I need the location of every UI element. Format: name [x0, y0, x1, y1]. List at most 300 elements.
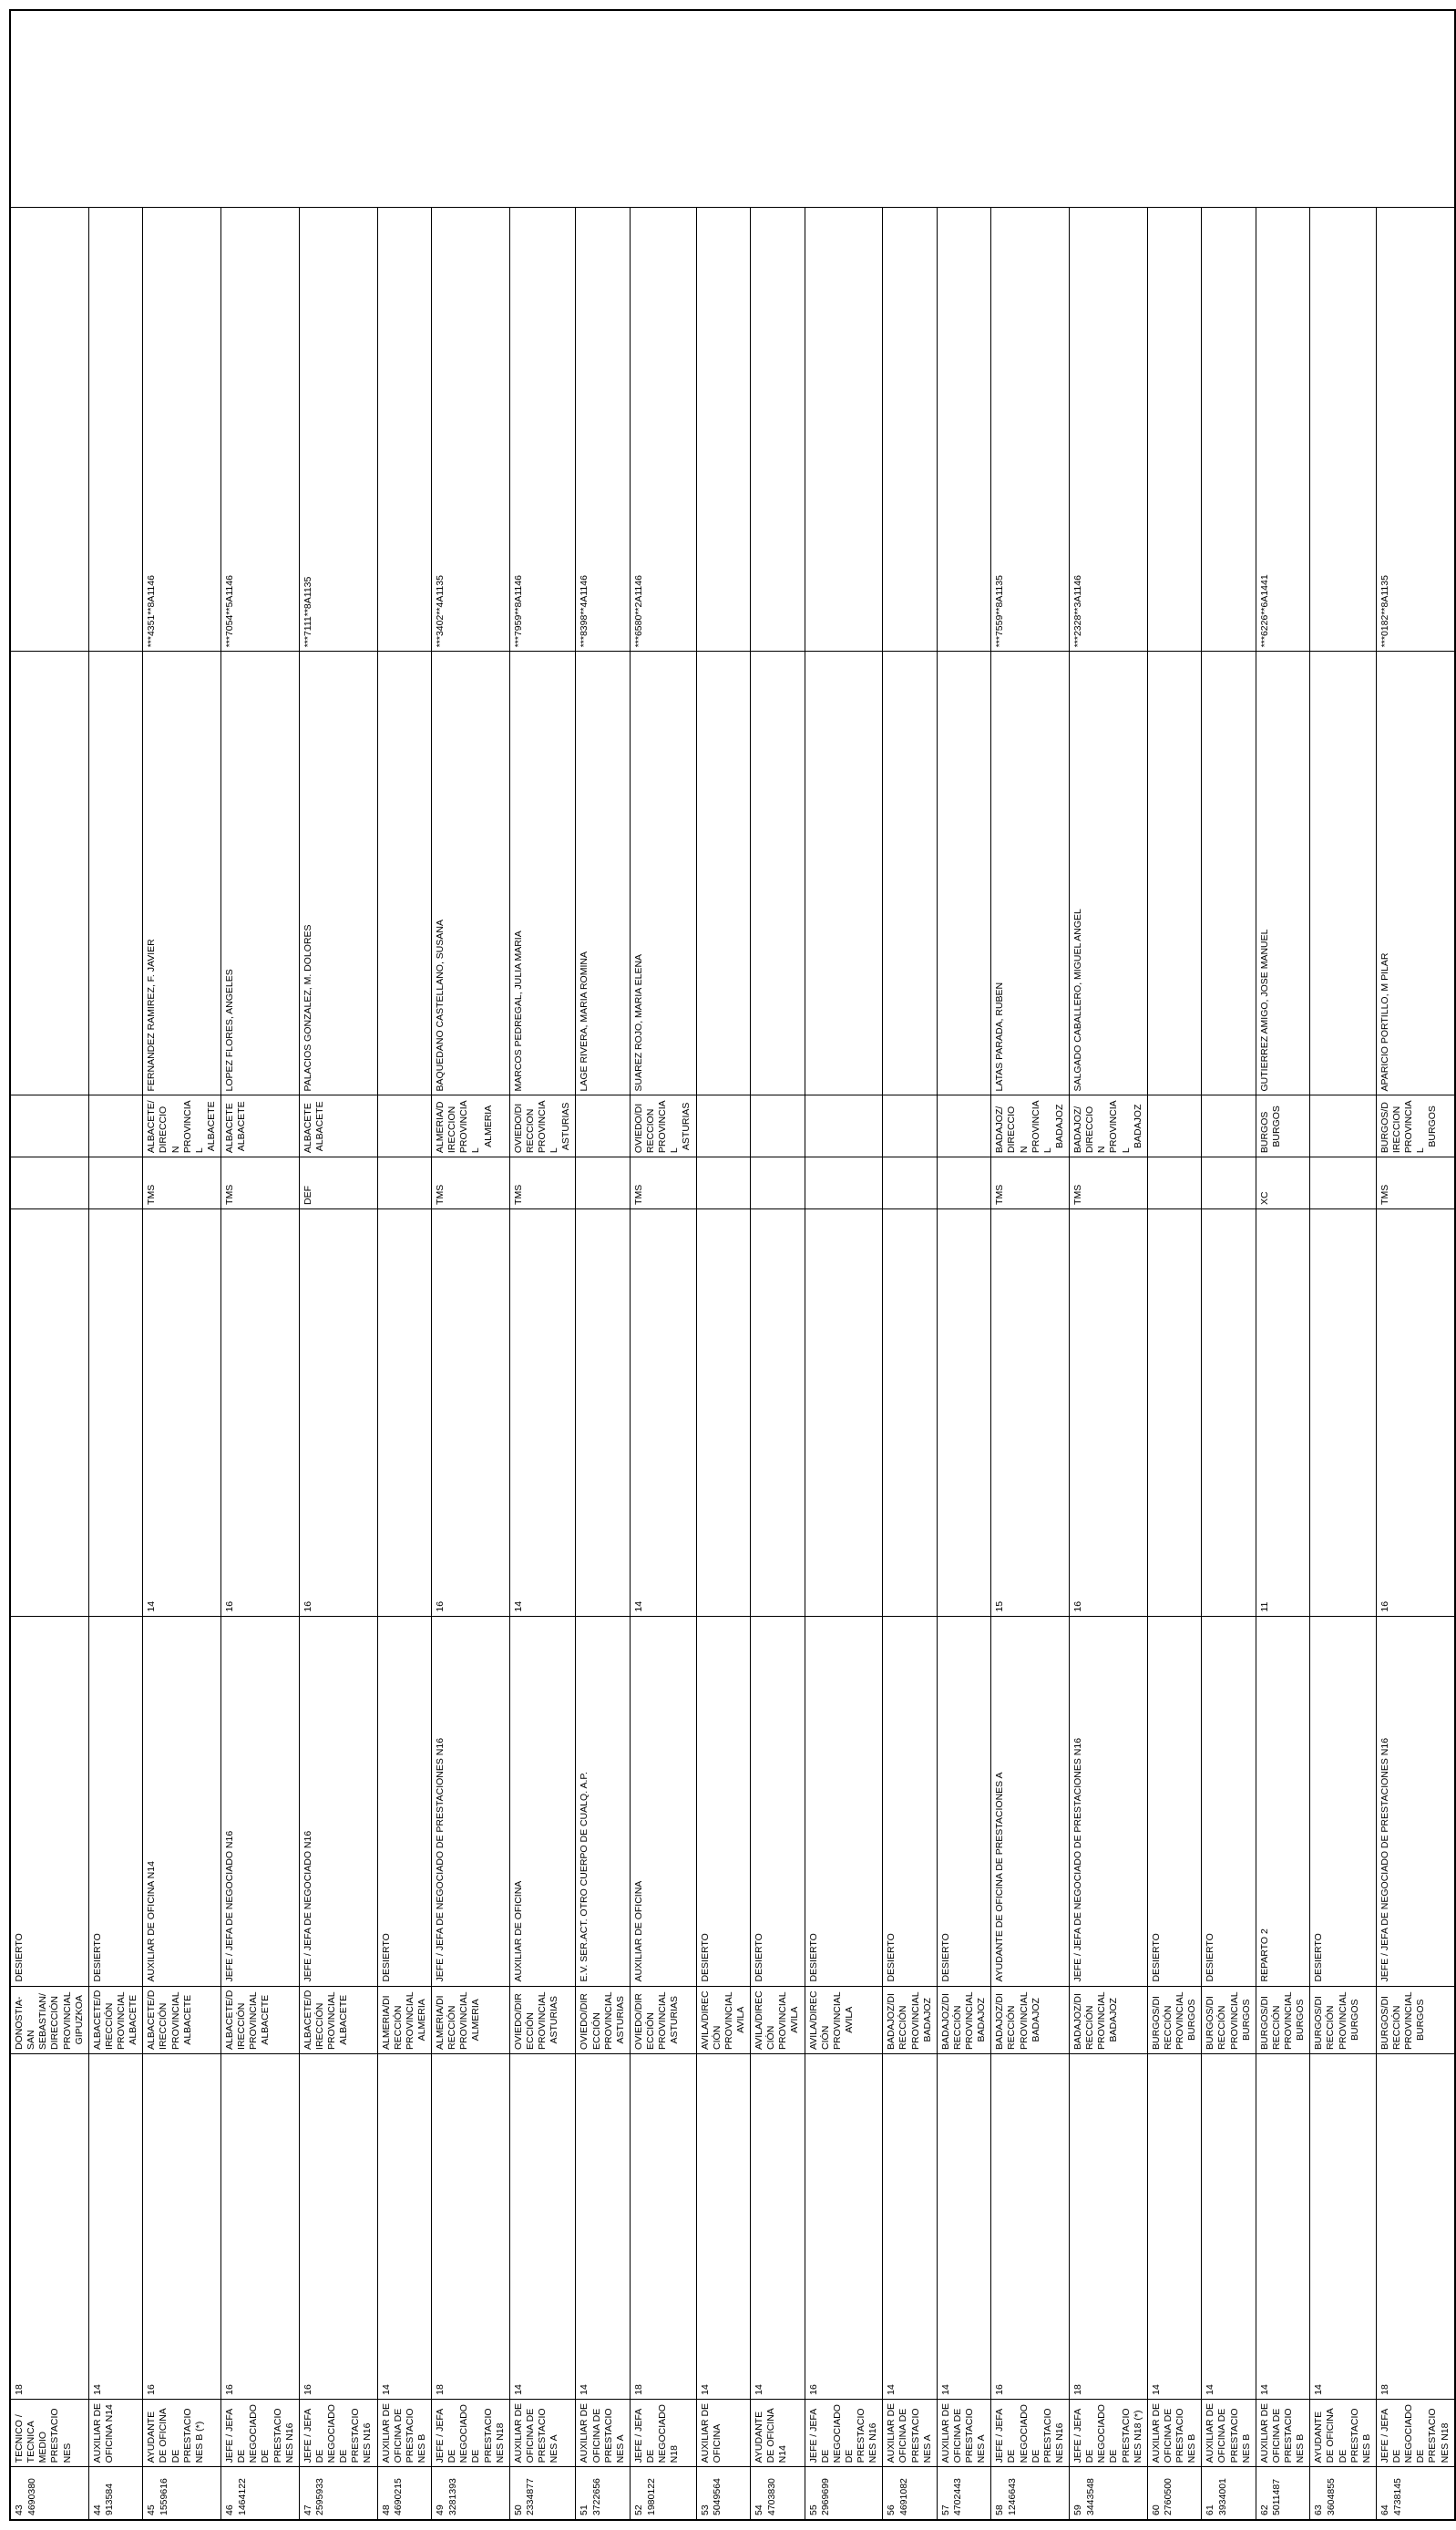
- name-cell: [432, 652, 510, 1095]
- destination-province: BADAJOZ: [1030, 1998, 1041, 2042]
- position-title: JEFE / JEFA DE NEGOCIADO DE PRESTACIONES N18: [1379, 2404, 1451, 2463]
- name-cell: [630, 652, 696, 1095]
- name-cell: [1376, 652, 1454, 1095]
- origin-cell: [221, 1095, 300, 1157]
- awarded-level: 15: [994, 1600, 1006, 1612]
- awarded-position-cell: [377, 1616, 432, 1986]
- destination-province: ALBACETE: [181, 1994, 193, 2045]
- origin-cell: [143, 1095, 221, 1157]
- destination-cell: [221, 1986, 300, 2053]
- position-cell: [221, 2399, 300, 2466]
- appointment-type: TMS: [994, 1184, 1006, 1205]
- position-level: 16: [302, 2384, 313, 2395]
- destination-cell: [805, 1986, 883, 2053]
- destination-province: AVILA: [843, 2006, 855, 2033]
- awarded-position: JEFE / JEFA DE NEGOCIADO DE PRESTACIONES N16: [1072, 1737, 1083, 1982]
- destination-province: BURGOS: [1186, 1999, 1198, 2041]
- order-number: 48: [380, 2504, 392, 2515]
- destination-province: ASTURIAS: [669, 1996, 681, 2044]
- destination-unit: OVIEDO/DIRECCIÓN PROVINCIAL: [579, 1991, 614, 2050]
- appointment-type: TMS: [146, 1184, 158, 1205]
- origin-cell: [88, 1095, 143, 1157]
- type-cell: [751, 1157, 805, 1209]
- level-cell: [88, 2053, 143, 2399]
- position-cell: [10, 2399, 88, 2466]
- level-cell: [1310, 2053, 1377, 2399]
- destination-province: ALBACETE: [338, 1994, 350, 2045]
- position-title: AYUDANTE DE OFICINA DE PRESTACIONES B (*): [146, 2408, 205, 2463]
- position-code: 4690380: [26, 2478, 37, 2515]
- position-cell: [1256, 2399, 1310, 2466]
- awarded-level-cell: [377, 1208, 432, 1616]
- name-cell: [991, 652, 1070, 1095]
- order-number: 55: [807, 2504, 819, 2515]
- position-title: AYUDANTE DE OFICINA DE PRESTACIONES B: [1313, 2408, 1372, 2463]
- destination-cell: [432, 1986, 510, 2053]
- awarded-level-cell: [805, 1208, 883, 1616]
- awarded-level-cell: [1147, 1208, 1202, 1616]
- position-cell: [696, 2399, 751, 2466]
- awarded-level: 14: [512, 1600, 524, 1612]
- awarded-position-cell: [937, 1616, 991, 1986]
- destination-unit: BADAJOZ/DIRECCIÓN PROVINCIAL: [994, 1991, 1030, 2050]
- origin-cell: [805, 1095, 883, 1157]
- id-cell: [696, 208, 751, 652]
- awarded-position-cell: [10, 1616, 88, 1986]
- table-row: [991, 10, 1070, 2520]
- level-cell: [10, 2053, 88, 2399]
- employee-id: ***7559**8A1135: [994, 575, 1006, 648]
- destination-province: ASTURIAS: [614, 1996, 626, 2044]
- destination-province: ALBACETE: [260, 1994, 272, 2045]
- destination-unit: BURGOS/DIRECCIÓN PROVINCIAL: [1258, 1991, 1294, 2050]
- position-title: JEFE / JEFA DE NEGOCIADO DE PRESTACIONES N16: [807, 2404, 879, 2463]
- awarded-level-cell: [10, 1208, 88, 1616]
- destination-unit: AVILA/DIRECCIÓN PROVINCIAL: [807, 1990, 843, 2050]
- order-cell: [1070, 2467, 1148, 2520]
- awarded-position: DESIERTO: [939, 1933, 951, 1982]
- destination-unit: ALBACETE/DIRECCIÓN PROVINCIAL: [91, 1990, 127, 2050]
- awarded-level-cell: [576, 1208, 631, 1616]
- order-cell: [696, 2467, 751, 2520]
- awarded-position: JEFE / JEFA DE NEGOCIADO N16: [302, 1830, 313, 1982]
- position-cell: [937, 2399, 991, 2466]
- origin-cell: [1376, 1095, 1454, 1157]
- id-cell: [432, 208, 510, 652]
- position-cell: [1310, 2399, 1377, 2466]
- employee-name: LOPEZ FLORES, ANGELES: [224, 969, 235, 1092]
- order-cell: [751, 2467, 805, 2520]
- origin-unit: BADAJOZ/DIRECCION PROVINCIAL: [994, 1100, 1053, 1154]
- id-cell: [1376, 208, 1454, 652]
- origin-cell: [991, 1095, 1070, 1157]
- destination-cell: [377, 1986, 432, 2053]
- destination-unit: DONOSTIA-SAN SEBASTIAN/DIRECCIÓN PROVINCIAL: [14, 1991, 73, 2050]
- position-code: 3604855: [1325, 2478, 1337, 2515]
- level-cell: [576, 2053, 631, 2399]
- level-cell: [805, 2053, 883, 2399]
- level-cell: [509, 2053, 576, 2399]
- order-cell: [1256, 2467, 1310, 2520]
- position-title: JEFE / JEFA DE NEGOCIADO DE PRESTACIONES N18: [435, 2404, 506, 2463]
- employee-id: ***4351**8A1146: [146, 575, 158, 648]
- destination-unit: BURGOS/DIRECCIÓN PROVINCIAL: [1205, 1991, 1240, 2050]
- origin-unit: BURGOS: [1258, 1111, 1270, 1154]
- awarded-level: 14: [146, 1600, 158, 1612]
- type-cell: [1376, 1157, 1454, 1209]
- employee-name: BAQUEDANO CASTELLANO, SUSANA: [435, 920, 446, 1092]
- name-cell: [883, 652, 938, 1095]
- position-level: 14: [699, 2384, 711, 2395]
- employee-id: ***2328**3A1146: [1072, 575, 1083, 648]
- order-cell: [576, 2467, 631, 2520]
- destination-cell: [630, 1986, 696, 2053]
- id-cell: [143, 208, 221, 652]
- position-cell: [377, 2399, 432, 2466]
- name-cell: [1070, 652, 1148, 1095]
- origin-province: BURGOS: [1427, 1106, 1439, 1147]
- awarded-position-cell: [1147, 1616, 1202, 1986]
- order-number: 58: [994, 2504, 1006, 2515]
- table-row: [509, 10, 576, 2520]
- awarded-position: DESIERTO: [886, 1933, 897, 1982]
- position-level: 14: [754, 2384, 764, 2395]
- awarded-position-cell: [1070, 1616, 1148, 1986]
- position-level: 18: [1379, 2384, 1390, 2395]
- order-cell: [10, 2467, 88, 2520]
- order-cell: [1376, 2467, 1454, 2520]
- destination-unit: BADAJOZ/DIRECCIÓN PROVINCIAL: [1072, 1991, 1108, 2050]
- awarded-position-cell: [299, 1616, 377, 1986]
- destination-cell: [10, 1986, 88, 2053]
- position-title: AUXILIAR DE OFICINA DE PRESTACIONES A: [886, 2402, 933, 2463]
- order-number: 54: [754, 2504, 764, 2515]
- awarded-position-cell: [432, 1616, 510, 1986]
- awarded-position: AUXILIAR DE OFICINA: [632, 1880, 644, 1982]
- level-cell: [1147, 2053, 1202, 2399]
- id-cell: [221, 208, 300, 652]
- order-cell: [1310, 2467, 1377, 2520]
- origin-unit: BURGOS/DIRECCION PROVINCIAL: [1379, 1100, 1427, 1154]
- order-cell: [805, 2467, 883, 2520]
- level-cell: [432, 2053, 510, 2399]
- name-cell: [1202, 652, 1256, 1095]
- destination-cell: [1376, 1986, 1454, 2053]
- order-cell: [221, 2467, 300, 2520]
- origin-province: BADAJOZ: [1053, 1104, 1065, 1149]
- destination-unit: BADAJOZ/DIRECCIÓN PROVINCIAL: [939, 1991, 975, 2050]
- name-cell: [751, 652, 805, 1095]
- awarded-position-cell: [805, 1616, 883, 1986]
- position-code: 2334877: [525, 2478, 537, 2515]
- name-cell: [805, 652, 883, 1095]
- appointment-type: DEF: [302, 1185, 313, 1205]
- awarded-position: DESIERTO: [699, 1933, 711, 1982]
- appointment-type: TMS: [1379, 1184, 1390, 1205]
- destination-province: ASTURIAS: [549, 1996, 560, 2044]
- name-cell: [299, 652, 377, 1095]
- order-number: 45: [146, 2504, 158, 2515]
- origin-province: ALMERIA: [482, 1105, 494, 1147]
- level-cell: [143, 2053, 221, 2399]
- position-code: 4691082: [897, 2478, 909, 2515]
- name-cell: [10, 652, 88, 1095]
- awarded-level-cell: [1202, 1208, 1256, 1616]
- type-cell: [991, 1157, 1070, 1209]
- table-body: [10, 10, 1455, 2520]
- awarded-position: DESIERTO: [754, 1933, 764, 1982]
- order-number: 50: [512, 2504, 524, 2515]
- origin-cell: [576, 1095, 631, 1157]
- position-title: AYUDANTE DE OFICINA N14: [754, 2408, 789, 2463]
- position-level: 14: [939, 2384, 951, 2395]
- destination-province: BADAJOZ: [976, 1998, 988, 2042]
- type-cell: [1310, 1157, 1377, 1209]
- awarded-level-cell: [751, 1208, 805, 1616]
- table-row: [10, 10, 88, 2520]
- destination-province: ALMERIA: [470, 1999, 482, 2041]
- destination-cell: [1202, 1986, 1256, 2053]
- position-code: 2760500: [1163, 2478, 1174, 2515]
- destination-province: BURGOS: [1295, 1999, 1307, 2041]
- position-title: AUXILIAR DE OFICINA N14: [91, 2402, 115, 2463]
- type-cell: [630, 1157, 696, 1209]
- order-cell: [1147, 2467, 1202, 2520]
- employee-id: ***0182**8A1135: [1379, 575, 1390, 648]
- origin-province: ALBACETE: [205, 1101, 217, 1152]
- position-title: AUXILIAR DE OFICINA DE PRESTACIONES B: [1258, 2402, 1307, 2463]
- name-cell: [509, 652, 576, 1095]
- origin-province: ALBACETE: [313, 1101, 325, 1152]
- name-cell: [1147, 652, 1202, 1095]
- destination-cell: [696, 1986, 751, 2053]
- awarded-position: DESIERTO: [1313, 1933, 1325, 1982]
- awarded-position-cell: [630, 1616, 696, 1986]
- destination-cell: [883, 1986, 938, 2053]
- destination-cell: [937, 1986, 991, 2053]
- id-cell: [751, 208, 805, 652]
- origin-cell: [1256, 1095, 1310, 1157]
- position-level: 18: [1072, 2384, 1083, 2395]
- position-code: 4690215: [393, 2478, 405, 2515]
- destination-unit: ALMERIA/DIRECCIÓN PROVINCIAL: [380, 1991, 415, 2050]
- employee-id: ***7054**5A1146: [224, 575, 235, 648]
- position-cell: [143, 2399, 221, 2466]
- type-cell: [1256, 1157, 1310, 1209]
- name-cell: [937, 652, 991, 1095]
- order-cell: [299, 2467, 377, 2520]
- destination-cell: [88, 1986, 143, 2053]
- destination-unit: AVILA/DIRECCIÓN PROVINCIAL: [699, 1990, 734, 2050]
- awarded-level-cell: [1376, 1208, 1454, 1616]
- awarded-position-cell: [1256, 1616, 1310, 1986]
- destination-province: BURGOS: [1240, 1999, 1252, 2041]
- awarded-position: DESIERTO: [14, 1933, 25, 1982]
- awarded-level-cell: [1310, 1208, 1377, 1616]
- id-cell: [937, 208, 991, 652]
- employee-name: FERNANDEZ RAMIREZ, F. JAVIER: [146, 939, 158, 1092]
- position-level: 18: [14, 2384, 25, 2395]
- origin-cell: [696, 1095, 751, 1157]
- awarded-level-cell: [88, 1208, 143, 1616]
- position-code: 1559616: [158, 2478, 169, 2515]
- awarded-position-cell: [1376, 1616, 1454, 1986]
- position-cell: [883, 2399, 938, 2466]
- awarded-level: 16: [435, 1600, 446, 1612]
- employee-name: LATAS PARADA, RUBEN: [994, 982, 1006, 1092]
- order-number: 56: [886, 2504, 897, 2515]
- order-number: 52: [632, 2504, 644, 2515]
- table-row: [1147, 10, 1202, 2520]
- destination-province: ALBACETE: [128, 1994, 139, 2045]
- appointment-type: TMS: [435, 1184, 446, 1205]
- position-level: 18: [632, 2384, 644, 2395]
- destination-cell: [751, 1986, 805, 2053]
- employee-name: GUTIERREZ AMIGO, JOSE MANUEL: [1258, 929, 1270, 1092]
- origin-province: ASTURIAS: [681, 1102, 692, 1151]
- destination-province: BADAJOZ: [921, 1998, 933, 2042]
- position-level: 14: [1150, 2384, 1162, 2395]
- table-row: [696, 10, 751, 2520]
- employee-name: LAGE RIVERA, MARIA ROMINA: [579, 951, 590, 1092]
- awarded-position: E.V. SER.ACT. OTRO CUERPO DE CUALQ. A.P.: [579, 1772, 590, 1982]
- order-cell: [432, 2467, 510, 2520]
- awarded-position: DESIERTO: [1150, 1933, 1162, 1982]
- order-number: 61: [1205, 2504, 1216, 2515]
- table-row: [1376, 10, 1454, 2520]
- order-number: 51: [579, 2504, 590, 2515]
- destination-unit: ALBACETE/DIRECCIÓN PROVINCIAL: [146, 1990, 181, 2050]
- level-cell: [1376, 2053, 1454, 2399]
- awarded-level-cell: [991, 1208, 1070, 1616]
- position-level: 16: [224, 2384, 235, 2395]
- id-cell: [88, 208, 143, 652]
- position-title: TECNICO / TECNICA MEDIO PRESTACIONES: [14, 2408, 73, 2463]
- id-cell: [805, 208, 883, 652]
- origin-cell: [1202, 1095, 1256, 1157]
- position-cell: [88, 2399, 143, 2466]
- awarded-position: AUXILIAR DE OFICINA: [512, 1880, 524, 1982]
- position-level: 14: [1313, 2384, 1325, 2395]
- level-cell: [991, 2053, 1070, 2399]
- awarded-position-cell: [751, 1616, 805, 1986]
- awarded-position: DESIERTO: [1205, 1933, 1216, 1982]
- origin-province: BADAJOZ: [1132, 1104, 1143, 1149]
- employee-name: PALACIOS GONZALEZ, M. DOLORES: [302, 924, 313, 1092]
- order-cell: [377, 2467, 432, 2520]
- position-title: AUXILIAR DE OFICINA DE PRESTACIONES A: [579, 2402, 626, 2463]
- awarded-level: 16: [224, 1600, 235, 1612]
- position-code: 3443548: [1084, 2478, 1096, 2515]
- position-level: 14: [1205, 2384, 1216, 2395]
- table-row: [805, 10, 883, 2520]
- name-cell: [143, 652, 221, 1095]
- position-cell: [1202, 2399, 1256, 2466]
- destination-unit: BURGOS/DIRECCIÓN PROVINCIAL: [1313, 1991, 1348, 2050]
- id-cell: [883, 208, 938, 652]
- table-row: [221, 10, 300, 2520]
- order-cell: [991, 2467, 1070, 2520]
- position-code: 4702443: [952, 2478, 964, 2515]
- level-cell: [1202, 2053, 1256, 2399]
- awarded-position: AUXILIAR DE OFICINA N14: [146, 1861, 158, 1982]
- id-cell: [1147, 208, 1202, 652]
- table-row: [432, 10, 510, 2520]
- id-cell: [1310, 208, 1377, 652]
- level-cell: [883, 2053, 938, 2399]
- awarded-position: DESIERTO: [91, 1933, 103, 1982]
- id-cell: [299, 208, 377, 652]
- table-row: [143, 10, 221, 2520]
- awarded-level-cell: [143, 1208, 221, 1616]
- table-row: [1070, 10, 1148, 2520]
- position-title: AUXILIAR DE OFICINA DE PRESTACIONES A: [939, 2402, 988, 2463]
- rotated-sheet: [9, 9, 1451, 2521]
- origin-province: ASTURIAS: [560, 1102, 572, 1151]
- awarded-position-cell: [991, 1616, 1070, 1986]
- level-cell: [299, 2053, 377, 2399]
- position-code: 4703830: [765, 2478, 777, 2515]
- type-cell: [883, 1157, 938, 1209]
- table-row: [1202, 10, 1256, 2520]
- awarded-level-cell: [299, 1208, 377, 1616]
- position-code: 2595933: [314, 2478, 326, 2515]
- order-cell: [88, 2467, 143, 2520]
- employee-name: SUAREZ ROJO, MARIA ELENA: [632, 953, 644, 1092]
- position-level: 16: [807, 2384, 819, 2395]
- origin-cell: [630, 1095, 696, 1157]
- table-row: [1310, 10, 1377, 2520]
- origin-cell: [509, 1095, 576, 1157]
- position-title: JEFE / JEFA DE NEGOCIADO N18: [632, 2404, 681, 2463]
- awarded-position-cell: [1202, 1616, 1256, 1986]
- level-cell: [1256, 2053, 1310, 2399]
- level-cell: [630, 2053, 696, 2399]
- awarded-level: 16: [1072, 1600, 1083, 1612]
- awarded-level-cell: [1256, 1208, 1310, 1616]
- origin-cell: [299, 1095, 377, 1157]
- employee-name: SALGADO CABALLERO, MIGUEL ANGEL: [1072, 909, 1083, 1092]
- awarded-position-cell: [88, 1616, 143, 1986]
- type-cell: [576, 1157, 631, 1209]
- position-title: JEFE / JEFA DE NEGOCIADO DE PRESTACIONES N18 (*): [1072, 2404, 1143, 2463]
- type-cell: [88, 1157, 143, 1209]
- appointment-type: XC: [1258, 1191, 1270, 1205]
- employee-name: APARICIO PORTILLO, M PILAR: [1379, 952, 1390, 1092]
- position-level: 14: [1258, 2384, 1270, 2395]
- origin-cell: [1070, 1095, 1148, 1157]
- name-cell: [221, 652, 300, 1095]
- type-cell: [937, 1157, 991, 1209]
- position-code: 5011487: [1271, 2478, 1283, 2515]
- level-cell: [937, 2053, 991, 2399]
- origin-unit: ALBACETE: [302, 1103, 313, 1154]
- id-cell: [10, 208, 88, 652]
- order-cell: [509, 2467, 576, 2520]
- awarded-level: 16: [1379, 1600, 1390, 1612]
- origin-cell: [377, 1095, 432, 1157]
- origin-cell: [751, 1095, 805, 1157]
- origin-unit: BADAJOZ/DIRECCION PROVINCIAL: [1072, 1100, 1132, 1154]
- position-title: AUXILIAR DE OFICINA DE PRESTACIONES B: [1150, 2402, 1198, 2463]
- position-code: 3934001: [1216, 2478, 1228, 2515]
- awarded-level: 14: [632, 1600, 644, 1612]
- position-code: 2969699: [820, 2478, 832, 2515]
- destination-cell: [1147, 1986, 1202, 2053]
- order-number: 63: [1313, 2504, 1325, 2515]
- destination-province: AVILA: [734, 2006, 746, 2033]
- position-code: 4738145: [1391, 2478, 1403, 2515]
